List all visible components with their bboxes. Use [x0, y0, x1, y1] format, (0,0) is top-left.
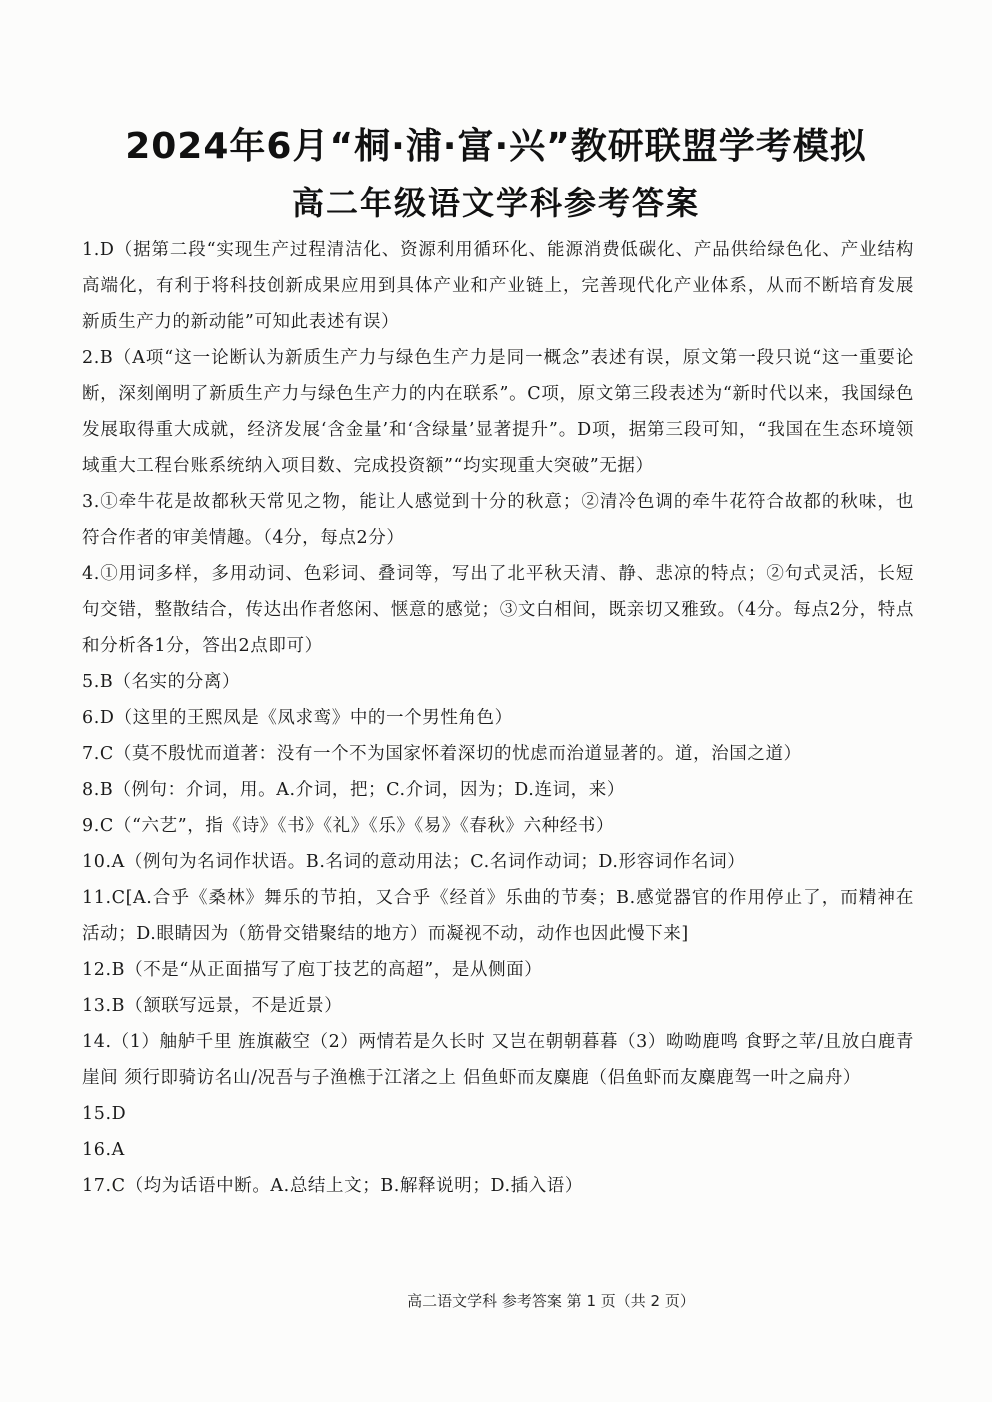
answer-item-5: 5.B（名实的分离）	[82, 672, 241, 692]
answer-item-2: 2.B（A项“这一论断认为新质生产力与绿色生产力是同一概念”表述有误，原文第一段只说“这一重要论断，深刻阐明了新质生产力与绿色生产力的内在联系”。C项，原文第三段表述为“新时代以来，我国绿色发展取得重大成就，经济发展‘含金量’和‘含绿量’显著提升”。D项，据第三段可知，“我国在生态环境领域重大工程台账系统纳入项目数、完成投资额”“均实现重大突破”无据）	[82, 348, 914, 476]
page-title: 2024年6月“桐·浦·富·兴”教研联盟学考模拟	[125, 126, 867, 167]
page-subtitle: 高二年级语文学科参考答案	[291, 184, 700, 222]
answer-item-14: 14.（1）舳舻千里 旌旗蔽空（2）两情若是久长时 又岂在朝朝暮暮（3）呦呦鹿鸣 食野之苹/且放白鹿青崖间 须行即骑访名山/况吾与子渔樵于江渚之上 侣鱼虾而友麋鹿（侣鱼虾而友麋鹿驾一叶之扁舟）	[82, 1032, 914, 1088]
answer-item-7: 7.C（莫不殷忧而道著：没有一个不为国家怀着深切的忧虑而治道显著的。道，治国之道）	[82, 744, 802, 764]
answer-item-11: 11.C[A.合乎《桑林》舞乐的节拍，又合乎《经首》乐曲的节奏；B.感觉器官的作用停止了，而精神在活动；D.眼睛因为（筋骨交错聚结的地方）而凝视不动，动作也因此慢下来]	[82, 888, 914, 944]
answer-item-17: 17.C（均为话语中断。A.总结上文；B.解释说明；D.插入语）	[82, 1176, 584, 1196]
answer-item-1: 1.D（据第二段“实现生产过程清洁化、资源利用循环化、能源消费低碳化、产品供给绿色化、产业结构高端化，有利于将科技创新成果应用到具体产业和产业链上，完善现代化产业体系，从而不断培育发展新质生产力的新动能”可知此表述有误）	[82, 240, 914, 332]
answer-item-8: 8.B（例句：介词，用。A.介词，把；C.介词，因为；D.连词，来）	[82, 780, 625, 800]
answer-item-15: 15.D	[82, 1104, 127, 1124]
answer-list	[82, 232, 914, 1204]
answer-item-6: 6.D（这里的王熙凤是《凤求鸾》中的一个男性角色）	[82, 708, 513, 728]
answer-item-13: 13.B（颔联写远景，不是近景）	[82, 996, 343, 1016]
answer-item-3: 3.①牵牛花是故都秋天常见之物，能让人感觉到十分的秋意；②清冷色调的牵牛花符合故都的秋味，也符合作者的审美情趣。（4分，每点2分）	[82, 492, 914, 548]
answer-item-9: 9.C（“六艺”，指《诗》《书》《礼》《乐》《易》《春秋》六种经书）	[82, 816, 615, 836]
answer-item-10: 10.A（例句为名词作状语。B.名词的意动用法；C.名词作动词；D.形容词作名词）	[82, 852, 746, 872]
answer-item-12: 12.B（不是“从正面描写了庖丁技艺的高超”，是从侧面）	[82, 960, 543, 980]
answer-item-16: 16.A	[82, 1140, 125, 1160]
page-footer: 高二语文学科 参考答案 第 1 页（共 2 页）	[407, 1292, 695, 1310]
answer-item-4: 4.①用词多样，多用动词、色彩词、叠词等，写出了北平秋天清、静、悲凉的特点；②句式灵活，长短句交错，整散结合，传达出作者悠闲、惬意的感觉；③文白相间，既亲切又雅致。（4分。每点2分，特点和分析各1分，答出2点即可）	[82, 564, 914, 656]
